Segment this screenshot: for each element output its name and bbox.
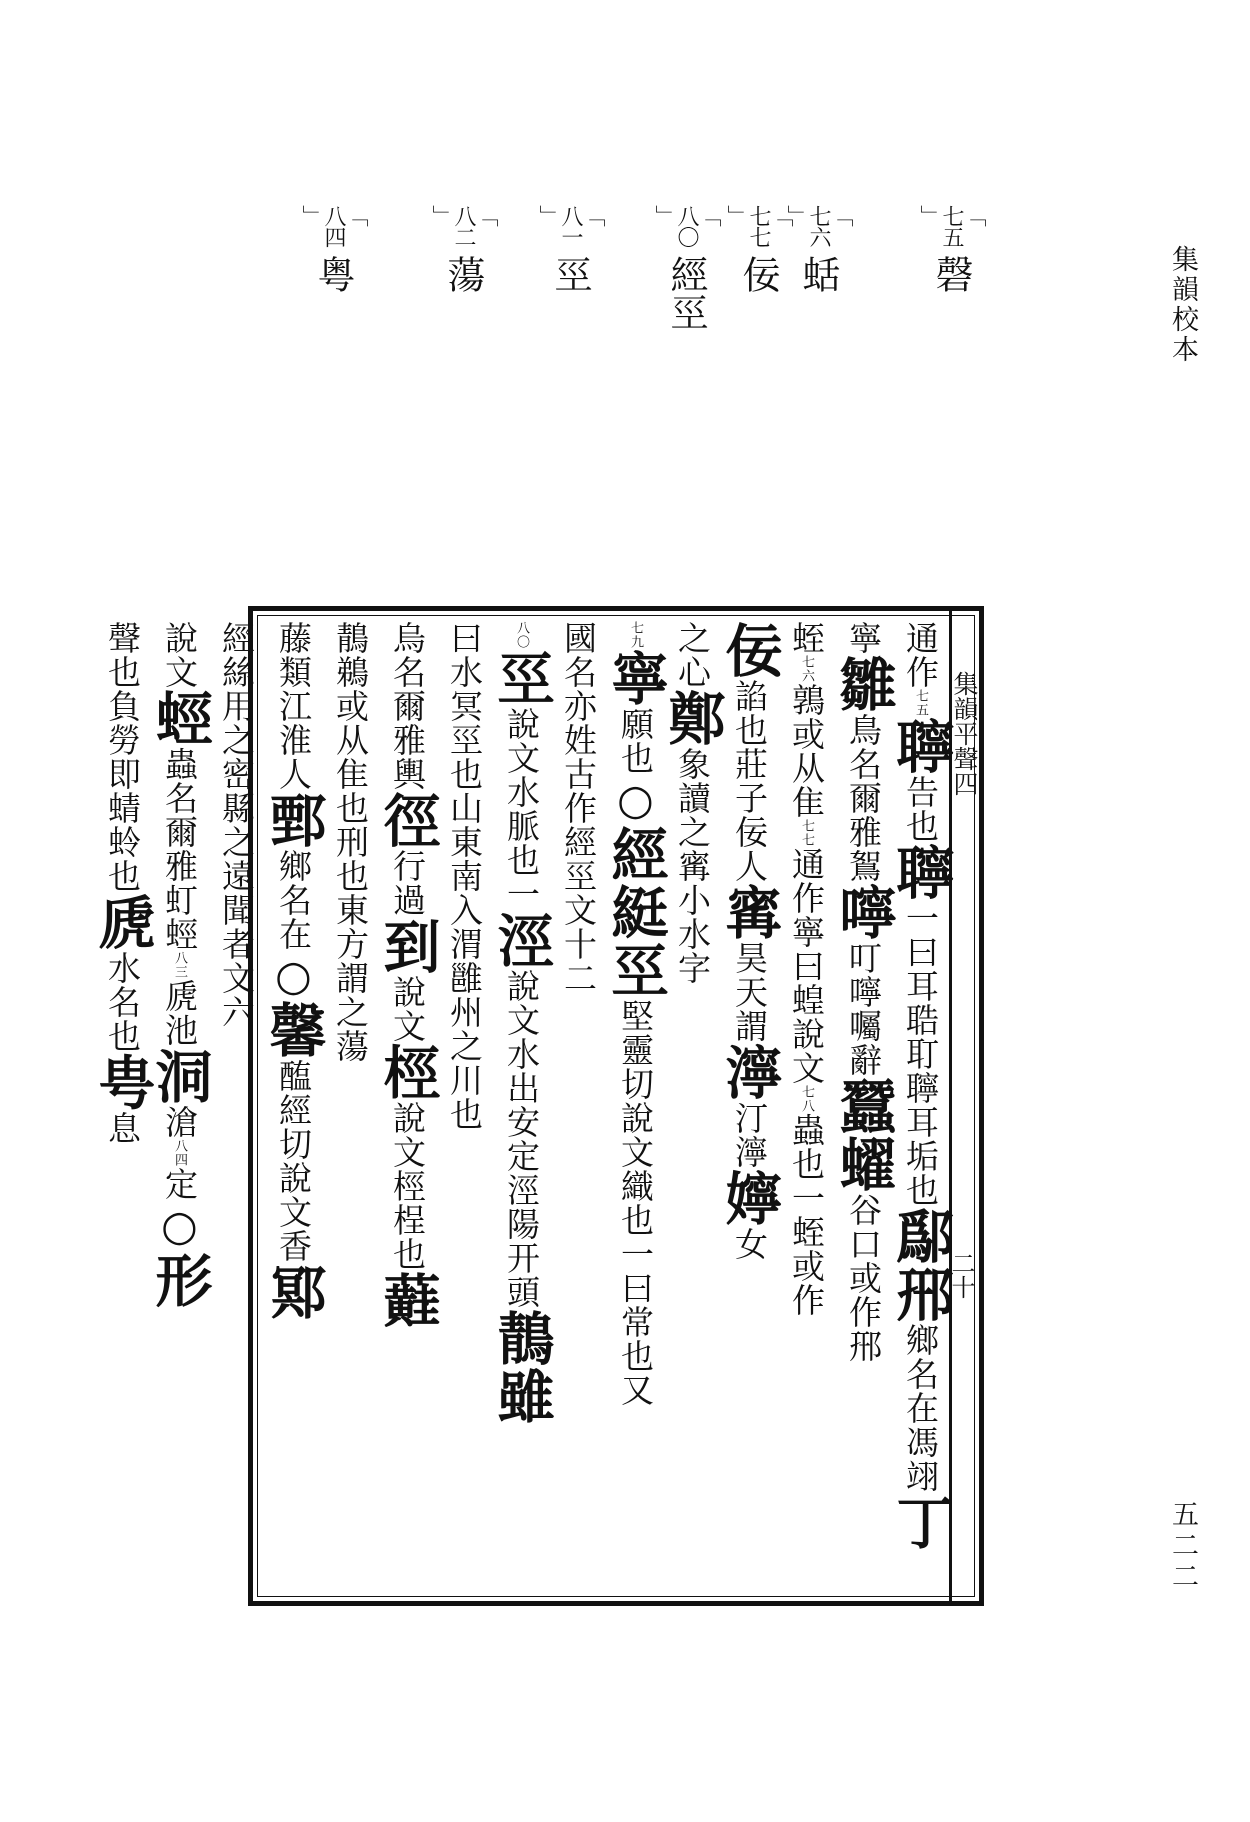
gloss-text: 告 — [901, 775, 940, 809]
gloss-text: 蟲名爾雅虰蛵 — [160, 747, 199, 951]
text-column — [208, 621, 265, 1596]
text-column — [146, 621, 213, 1596]
gloss-text: 之寗 — [673, 815, 712, 883]
gloss-text: 說文 — [388, 975, 427, 1043]
gloss-text: 蟲也一 — [787, 1113, 826, 1215]
headword: 濘 — [716, 1043, 783, 1101]
note-marker: 七八 — [799, 1085, 814, 1113]
note-number: 「 七七 」 — [725, 205, 791, 247]
note-number: 「 八二 」 — [430, 205, 496, 247]
note-77 — [725, 205, 791, 293]
note-number: 「 八〇 」 — [653, 205, 719, 247]
text-column — [830, 621, 897, 1596]
gloss-text: 也 — [331, 791, 370, 825]
note-marker: 七五 — [913, 689, 928, 717]
note-chars: 巠 — [548, 255, 592, 293]
note-80 — [653, 205, 719, 331]
woodblock-page — [89, 606, 984, 1606]
headword: 洞 — [146, 1047, 213, 1105]
text-column — [436, 621, 493, 1596]
headword: 鶄 — [488, 1309, 555, 1367]
note-chars: 蛞 — [796, 255, 840, 293]
note-marker: 八〇 — [514, 621, 529, 649]
gloss-text: 虒池 — [160, 979, 199, 1047]
gloss-text: 也 — [616, 741, 655, 775]
gloss-text: 定 — [160, 1167, 199, 1201]
gloss-text: 也 — [103, 1019, 142, 1053]
note-number: 「 七六 」 — [785, 205, 851, 247]
headword: 虒 — [89, 893, 156, 951]
gloss-text: 堅靈切說文織也一曰常也 — [616, 999, 655, 1373]
text-column — [602, 621, 669, 1596]
text-columns — [89, 621, 954, 1596]
text-column — [260, 621, 327, 1596]
collation-notes — [0, 0, 1250, 520]
gloss-text: 說文桱桯也 — [388, 1101, 427, 1271]
text-column — [659, 621, 726, 1596]
headword: 鄬 — [887, 1207, 954, 1265]
text-column — [374, 621, 441, 1596]
circle-divider: ○ — [611, 775, 660, 825]
gloss-text: 聲也 — [103, 621, 142, 689]
headword: 蛵 — [146, 689, 213, 747]
note-81 — [537, 205, 603, 293]
gloss-text: 滄 — [160, 1105, 199, 1139]
headword: 鄄 — [260, 791, 327, 849]
gloss-text: 說文 — [160, 621, 199, 689]
gloss-text: 字 — [673, 951, 712, 985]
text-column — [89, 621, 156, 1596]
headword: 嬣 — [716, 1169, 783, 1227]
gloss-text: 烏名爾雅輿 — [388, 621, 427, 791]
gloss-text: 之遠聞者 — [217, 825, 256, 961]
headword: 聹 — [887, 717, 954, 775]
gloss-text: 醢經切說文香 — [274, 1059, 313, 1263]
gloss-text: 藤類江淮人 — [274, 621, 313, 791]
gloss-text: 文六 — [217, 961, 256, 1029]
gloss-text: 息 — [103, 1111, 142, 1145]
gloss-text: 蛭 — [787, 621, 826, 655]
gloss-text: 願 — [616, 707, 655, 741]
gloss-text: 鶄鵜或从隹 — [331, 621, 370, 791]
gloss-text: 女 — [730, 1227, 769, 1261]
note-chars: 蕩 — [441, 255, 485, 293]
gloss-text: 耵聹耳垢也 — [901, 1037, 940, 1207]
gloss-text: 說文水脈也一 — [502, 707, 541, 911]
headword: 雛 — [830, 655, 897, 713]
running-head: 集韻校本 — [1167, 245, 1198, 365]
note-marker: 七六 — [799, 655, 814, 683]
headword: 嚀 — [830, 883, 897, 941]
note-76 — [785, 205, 851, 293]
circle-divider: ○ — [155, 1201, 204, 1251]
gloss-text: 水名 — [103, 951, 142, 1019]
gloss-text: 鄉名在馮翊 — [901, 1323, 940, 1493]
headword: 寧 — [602, 649, 669, 707]
note-marker: 八三 — [172, 951, 187, 979]
gloss-text: 鄉名在 — [274, 849, 313, 951]
gloss-text: 曰蝗 — [787, 949, 826, 1017]
note-chars: 粤 — [311, 255, 355, 293]
text-column — [488, 621, 555, 1596]
gloss-text: 一曰耳聕 — [901, 901, 940, 1037]
note-marker: 八四 — [172, 1139, 187, 1167]
headword: 丁 — [887, 1493, 954, 1551]
headword: 到 — [374, 917, 441, 975]
headword: 甹 — [89, 1053, 156, 1111]
headword: 經 — [602, 825, 669, 883]
gloss-text: 諂也莊子佞人 — [730, 679, 769, 883]
headword: 蠶 — [830, 1077, 897, 1135]
gloss-text: 谷口或作郉 — [844, 1193, 883, 1363]
gloss-text: 國名亦姓古作經巠文十二 — [559, 621, 598, 995]
headword: 形 — [146, 1251, 213, 1309]
gloss-text: 密縣 — [217, 757, 256, 825]
headword: 綎 — [602, 883, 669, 941]
text-column — [887, 621, 954, 1596]
note-chars: 磬 — [929, 255, 973, 293]
headword: 郉 — [887, 1265, 954, 1323]
gloss-text: 也 — [901, 809, 940, 843]
gloss-text: 鳥名爾雅鴽 — [844, 713, 883, 883]
page-number: 五二二 — [1167, 1500, 1198, 1593]
gloss-text: 行過 — [388, 849, 427, 917]
note-marker: 七七 — [799, 819, 814, 847]
gloss-text: 經絲用之 — [217, 621, 256, 757]
banxin-folio: 二十 — [947, 1251, 975, 1299]
gloss-text: 象讀 — [673, 747, 712, 815]
gloss-text: 刑也 — [331, 825, 370, 893]
gloss-text: 說文 — [787, 1017, 826, 1085]
gloss-text: 通作 — [901, 621, 940, 689]
headword: 蠗 — [830, 1135, 897, 1193]
gloss-text: 蛭或作 — [787, 1215, 826, 1317]
gloss-text: 之心 — [673, 621, 712, 689]
gloss-text: 鶉或从隹 — [787, 683, 826, 819]
text-column — [778, 621, 835, 1596]
gloss-text: 負勞即蜻蛉也 — [103, 689, 142, 893]
gloss-text: 又 — [616, 1373, 655, 1407]
headword: 徑 — [374, 791, 441, 849]
headword: 寗 — [716, 883, 783, 941]
note-84 — [300, 205, 366, 293]
headword: 蘳 — [374, 1271, 441, 1329]
note-marker: 七九 — [628, 621, 643, 649]
gloss-text: 東方謂之蕩 — [331, 893, 370, 1063]
note-82 — [430, 205, 496, 293]
gloss-text: 說文水出安定涇陽开頭 — [502, 969, 541, 1309]
gloss-text: 小水 — [673, 883, 712, 951]
headword: 鄍 — [260, 1263, 327, 1321]
note-number: 「 八四 」 — [300, 205, 366, 247]
headword: 馨 — [260, 1001, 327, 1059]
gloss-text: 寧 — [844, 621, 883, 655]
note-chars: 佞 — [736, 255, 780, 293]
headword: 佞 — [716, 621, 783, 679]
headword: 涇 — [488, 911, 555, 969]
gloss-text: 通作寧 — [787, 847, 826, 949]
text-column — [716, 621, 783, 1596]
headword: 鄭 — [659, 689, 726, 747]
headword: 桱 — [374, 1043, 441, 1101]
note-75 — [918, 205, 984, 293]
circle-divider: ○ — [269, 951, 318, 1001]
gloss-text: 叮嚀囑辭 — [844, 941, 883, 1077]
note-chars: 經巠 — [664, 255, 708, 331]
banxin-title: 集韻平聲四 — [950, 671, 979, 796]
headword: 巠 — [488, 649, 555, 707]
gloss-text: 汀濘 — [730, 1101, 769, 1169]
headword: 聹 — [887, 843, 954, 901]
gloss-text: 山東南入渭雝州之川也 — [445, 791, 484, 1131]
text-column — [550, 621, 607, 1596]
headword: 雖 — [488, 1367, 555, 1425]
note-number: 「 八一 」 — [537, 205, 603, 247]
note-number: 「 七五 」 — [918, 205, 984, 247]
headword: 巠 — [602, 941, 669, 999]
gloss-text: 昊天謂 — [730, 941, 769, 1043]
text-column — [322, 621, 379, 1596]
gloss-text: 曰水冥巠也 — [445, 621, 484, 791]
